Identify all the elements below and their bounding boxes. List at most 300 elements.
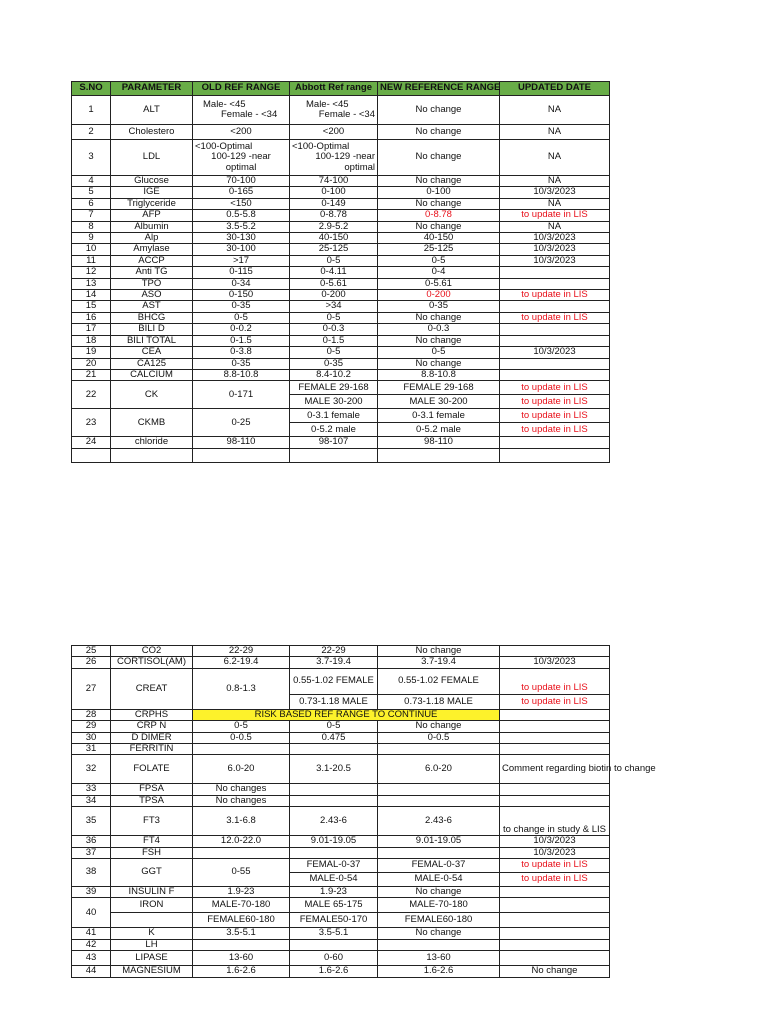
cell-updated-date: to update in LIS xyxy=(500,859,610,873)
table-row xyxy=(72,358,610,369)
cell-abbott-range: 0-200 xyxy=(290,290,378,301)
cell-old-range xyxy=(193,744,290,755)
cell-old-range: 8.8-10.8 xyxy=(193,369,290,380)
cell-parameter: GGT xyxy=(111,859,193,887)
table-row xyxy=(72,255,610,266)
cell-sno: 36 xyxy=(72,836,111,847)
cell-sno: 4 xyxy=(72,176,111,187)
cell-abbott-range: 3.5-5.1 xyxy=(290,928,378,939)
cell-sno: 1 xyxy=(72,96,111,125)
cell-abbott-range: 25-125 xyxy=(290,244,378,255)
cell-updated-date xyxy=(500,744,610,755)
cell-parameter: CRP N xyxy=(111,721,193,732)
cell-abbott-range xyxy=(290,847,378,858)
empty-cell xyxy=(72,448,111,462)
cell-abbott-range: 0-8.78 xyxy=(290,210,378,221)
table-row xyxy=(72,267,610,278)
cell-updated-date: 10/3/2023 xyxy=(500,657,610,668)
cell-new-range: No change xyxy=(378,335,500,346)
table-row xyxy=(72,210,610,221)
cell-parameter: FSH xyxy=(111,847,193,858)
cell-updated-date xyxy=(500,721,610,732)
table-row xyxy=(72,847,610,858)
header-old-ref-range: OLD REF RANGE xyxy=(193,82,290,96)
cell-parameter: IGE xyxy=(111,187,193,198)
cell-abbott-range: 0-5 xyxy=(290,312,378,323)
cell-updated-date: to update in LIS xyxy=(500,381,610,395)
cell-old-range: >17 xyxy=(193,255,290,266)
cell-sno: 39 xyxy=(72,887,111,898)
cell-sno: 32 xyxy=(72,755,111,784)
cell-sno: 25 xyxy=(72,646,111,657)
cell-abbott-range: FEMALE 29-168 xyxy=(290,381,378,395)
cell-abbott-range xyxy=(290,784,378,795)
cell-old-range: 0-25 xyxy=(193,409,290,437)
table-row xyxy=(72,381,610,395)
cell-line: Female - <34 xyxy=(318,109,375,120)
empty-cell xyxy=(500,448,610,462)
cell-parameter: FOLATE xyxy=(111,755,193,784)
cell-old-range: 6.0-20 xyxy=(193,755,290,784)
cell-abbott-range: 0.73-1.18 MALE xyxy=(290,694,378,709)
cell-old-range: 0-1.5 xyxy=(193,335,290,346)
cell-updated-date: NA xyxy=(500,125,610,140)
cell-sno: 8 xyxy=(72,221,111,232)
table-row xyxy=(72,301,610,312)
cell-parameter: CKMB xyxy=(111,409,193,437)
table-row xyxy=(72,657,610,668)
table-row xyxy=(72,335,610,346)
empty-cell xyxy=(111,448,193,462)
reference-range-table-2 xyxy=(71,645,656,978)
cell-sno: 44 xyxy=(72,966,111,977)
cell-old-range: 0-34 xyxy=(193,278,290,289)
cell-updated-date xyxy=(500,267,610,278)
cell-new-range: No change xyxy=(378,96,500,125)
cell-abbott-range: FEMALE50-170 xyxy=(290,913,378,928)
cell-new-range: 0-0.5 xyxy=(378,732,500,743)
cell-parameter: TPSA xyxy=(111,795,193,806)
cell-abbott-range: 0.475 xyxy=(290,732,378,743)
table-row xyxy=(72,807,610,836)
cell-parameter: Glucose xyxy=(111,176,193,187)
cell-abbott-range: >34 xyxy=(290,301,378,312)
table-row xyxy=(72,176,610,187)
cell-abbott-range: 1.6-2.6 xyxy=(290,966,378,977)
cell-old-range xyxy=(193,847,290,858)
cell-sno: 12 xyxy=(72,267,111,278)
cell-sno: 27 xyxy=(72,668,111,709)
cell-old-range: 30-100 xyxy=(193,244,290,255)
cell-sno: 5 xyxy=(72,187,111,198)
cell-new-range: 0-100 xyxy=(378,187,500,198)
cell-parameter: FERRITIN xyxy=(111,744,193,755)
cell-abbott-range: 40-150 xyxy=(290,233,378,244)
cell-abbott-range: MALE 65-175 xyxy=(290,898,378,913)
cell-abbott-range: 0-5.61 xyxy=(290,278,378,289)
cell-updated-date xyxy=(500,784,610,795)
cell-parameter: MAGNESIUM xyxy=(111,966,193,977)
cell-abbott-range xyxy=(290,744,378,755)
cell-parameter: Amylase xyxy=(111,244,193,255)
cell-parameter: K xyxy=(111,928,193,939)
cell-new-range: 40-150 xyxy=(378,233,500,244)
cell-parameter: CK xyxy=(111,381,193,409)
cell-abbott-range: 0-0.3 xyxy=(290,324,378,335)
cell-updated-date: 10/3/2023 xyxy=(500,347,610,358)
cell-updated-date xyxy=(500,913,610,928)
table-row xyxy=(72,795,610,806)
cell-new-range xyxy=(378,939,500,950)
cell-sno: 30 xyxy=(72,732,111,743)
empty-cell xyxy=(378,448,500,462)
cell-sno: 19 xyxy=(72,347,111,358)
table-row xyxy=(72,290,610,301)
cell-abbott-range xyxy=(290,795,378,806)
table-row xyxy=(72,887,610,898)
empty-cell xyxy=(193,448,290,462)
cell-line: optimal xyxy=(225,161,257,173)
cell-new-range: 25-125 xyxy=(378,244,500,255)
cell-old-range: 12.0-22.0 xyxy=(193,836,290,847)
cell-sno: 42 xyxy=(72,939,111,950)
cell-parameter: AFP xyxy=(111,210,193,221)
cell-sno: 33 xyxy=(72,784,111,795)
cell-parameter: D DIMER xyxy=(111,732,193,743)
cell-old-range: 0-35 xyxy=(193,301,290,312)
table-row xyxy=(72,836,610,847)
cell-old-range: 98-110 xyxy=(193,437,290,448)
cell-sno: 2 xyxy=(72,125,111,140)
cell-parameter: ALT xyxy=(111,96,193,125)
cell-abbott-range: <200 xyxy=(290,125,378,140)
empty-cell xyxy=(290,448,378,462)
cell-new-range: 0-5 xyxy=(378,255,500,266)
cell-old-range: 3.5-5.2 xyxy=(193,221,290,232)
cell-old-range: No changes xyxy=(193,795,290,806)
cell-updated-date xyxy=(500,732,610,743)
cell-parameter: CALCIUM xyxy=(111,369,193,380)
cell-parameter: FT4 xyxy=(111,836,193,847)
cell-updated-date: Comment regarding biotin to change xyxy=(500,755,610,784)
cell-abbott-range: 0.55-1.02 FEMALE xyxy=(290,668,378,694)
cell-updated-date xyxy=(500,795,610,806)
cell-updated-date: NA xyxy=(500,198,610,209)
cell-line: <100-Optimal xyxy=(195,140,253,152)
cell-updated-date: 10/3/2023 xyxy=(500,847,610,858)
cell-new-range: 0.55-1.02 FEMALE xyxy=(378,668,500,694)
cell-parameter: Albumin xyxy=(111,221,193,232)
cell-updated-date: 10/3/2023 xyxy=(500,233,610,244)
table-row xyxy=(72,939,610,950)
cell-abbott-range: 2.9-5.2 xyxy=(290,221,378,232)
cell-updated-date xyxy=(500,898,610,913)
cell-old-range xyxy=(193,939,290,950)
cell-parameter: Triglyceride xyxy=(111,198,193,209)
cell-updated-date: NA xyxy=(500,96,610,125)
cell-line: Male- <45 xyxy=(203,98,246,110)
cell-new-range: 0-5.2 male xyxy=(378,423,500,437)
cell-new-range: No change xyxy=(378,358,500,369)
table-row xyxy=(72,347,610,358)
cell-updated-date: NA xyxy=(500,221,610,232)
cell-updated-date xyxy=(500,951,610,966)
cell-new-range: No change xyxy=(378,646,500,657)
cell-abbott-range: 0-60 xyxy=(290,951,378,966)
cell-parameter: Cholestero xyxy=(111,125,193,140)
cell-abbott-range: MALE-0-54 xyxy=(290,873,378,887)
cell-old-range: 13-60 xyxy=(193,951,290,966)
cell-updated-date xyxy=(500,887,610,898)
table-row xyxy=(72,96,610,125)
cell-sno: 35 xyxy=(72,807,111,836)
cell-updated-date: to update in LIS xyxy=(500,668,610,694)
cell-sno: 13 xyxy=(72,278,111,289)
cell-old-range: 6.2-19.4 xyxy=(193,657,290,668)
cell-abbott-range: 0-5 xyxy=(290,347,378,358)
table-row xyxy=(72,951,610,966)
cell-parameter: FPSA xyxy=(111,784,193,795)
table-row xyxy=(72,244,610,255)
cell-old-range: 0-165 xyxy=(193,187,290,198)
cell-abbott-range xyxy=(290,939,378,950)
cell-parameter: CA125 xyxy=(111,358,193,369)
cell-updated-date xyxy=(500,335,610,346)
table-row xyxy=(72,278,610,289)
cell-sno: 38 xyxy=(72,859,111,887)
cell-new-range: 13-60 xyxy=(378,951,500,966)
cell-old-range: 0-0.2 xyxy=(193,324,290,335)
cell-old-range xyxy=(193,140,290,176)
cell-abbott-range: FEMAL-0-37 xyxy=(290,859,378,873)
cell-abbott-range: 0-35 xyxy=(290,358,378,369)
cell-sno: 22 xyxy=(72,381,111,409)
cell-sno: 9 xyxy=(72,233,111,244)
cell-abbott-range: 9.01-19.05 xyxy=(290,836,378,847)
cell-sno: 37 xyxy=(72,847,111,858)
cell-updated-date xyxy=(500,358,610,369)
cell-sno: 31 xyxy=(72,744,111,755)
cell-line: optimal xyxy=(344,161,375,173)
cell-sno: 28 xyxy=(72,709,111,720)
cell-sno: 21 xyxy=(72,369,111,380)
cell-updated-date xyxy=(500,646,610,657)
cell-sno: 41 xyxy=(72,928,111,939)
cell-new-range: No change xyxy=(378,928,500,939)
cell-old-range: 0.8-1.3 xyxy=(193,668,290,709)
cell-updated-date xyxy=(500,709,610,720)
cell-new-range: FEMALE 29-168 xyxy=(378,381,500,395)
cell-new-range: FEMALE60-180 xyxy=(378,913,500,928)
table-row xyxy=(72,187,610,198)
cell-parameter: TPO xyxy=(111,278,193,289)
cell-updated-date: to update in LIS xyxy=(500,395,610,409)
cell-abbott-range: 0-1.5 xyxy=(290,335,378,346)
empty-row xyxy=(72,448,610,462)
cell-new-range: No change xyxy=(378,176,500,187)
cell-old-range: 70-100 xyxy=(193,176,290,187)
cell-new-range: 8.8-10.8 xyxy=(378,369,500,380)
cell-old-range xyxy=(193,96,290,125)
cell-old-range: 3.1-6.8 xyxy=(193,807,290,836)
cell-parameter: Alp xyxy=(111,233,193,244)
cell-sno: 15 xyxy=(72,301,111,312)
cell-parameter: BILI D xyxy=(111,324,193,335)
cell-parameter: ASO xyxy=(111,290,193,301)
cell-abbott-range: 0-4.11 xyxy=(290,267,378,278)
cell-old-range: <150 xyxy=(193,198,290,209)
cell-old-range: 22-29 xyxy=(193,646,290,657)
table-row xyxy=(72,233,610,244)
cell-new-range: No change xyxy=(378,221,500,232)
cell-updated-date xyxy=(500,928,610,939)
cell-sno: 16 xyxy=(72,312,111,323)
cell-parameter: LIPASE xyxy=(111,951,193,966)
cell-new-range xyxy=(378,847,500,858)
cell-abbott-range xyxy=(290,140,378,176)
cell-abbott-range: 74-100 xyxy=(290,176,378,187)
cell-new-range: 0-35 xyxy=(378,301,500,312)
cell-old-range: No changes xyxy=(193,784,290,795)
cell-old-range: 0-55 xyxy=(193,859,290,887)
cell-abbott-range: 0-5.2 male xyxy=(290,423,378,437)
cell-parameter xyxy=(111,913,193,928)
cell-updated-date xyxy=(500,324,610,335)
cell-new-range: 0-8.78 xyxy=(378,210,500,221)
cell-old-range: <200 xyxy=(193,125,290,140)
cell-abbott-range: 1.9-23 xyxy=(290,887,378,898)
cell-abbott-range: 0-149 xyxy=(290,198,378,209)
cell-updated-date: 10/3/2023 xyxy=(500,244,610,255)
cell-updated-date: NA xyxy=(500,176,610,187)
cell-abbott-range: 0-100 xyxy=(290,187,378,198)
table-row xyxy=(72,928,610,939)
cell-sno: 40 xyxy=(72,898,111,928)
cell-updated-date xyxy=(500,278,610,289)
table-row xyxy=(72,312,610,323)
cell-new-range: 9.01-19.05 xyxy=(378,836,500,847)
cell-parameter: CORTISOL(AM) xyxy=(111,657,193,668)
cell-sno: 29 xyxy=(72,721,111,732)
cell-abbott-range: MALE 30-200 xyxy=(290,395,378,409)
cell-updated-date: NA xyxy=(500,140,610,176)
cell-parameter: CEA xyxy=(111,347,193,358)
cell-line: 100-129 -near xyxy=(211,151,271,163)
cell-new-range: MALE-70-180 xyxy=(378,898,500,913)
table-row xyxy=(72,140,610,176)
header-sno: S.NO xyxy=(72,82,111,96)
cell-sno: 11 xyxy=(72,255,111,266)
header-row xyxy=(72,82,610,96)
cell-parameter: Anti TG xyxy=(111,267,193,278)
cell-parameter: CRPHS xyxy=(111,709,193,720)
cell-updated-date: to update in LIS xyxy=(500,290,610,301)
cell-sno: 20 xyxy=(72,358,111,369)
cell-new-range: 98-110 xyxy=(378,437,500,448)
table-row xyxy=(72,369,610,380)
table-row xyxy=(72,437,610,448)
cell-parameter: CREAT xyxy=(111,668,193,709)
cell-line: 100-129 -near xyxy=(315,151,375,163)
cell-sno: 17 xyxy=(72,324,111,335)
cell-old-range: 0-171 xyxy=(193,381,290,409)
cell-updated-date xyxy=(500,437,610,448)
cell-sno: 6 xyxy=(72,198,111,209)
cell-abbott-range xyxy=(290,96,378,125)
cell-sno: 34 xyxy=(72,795,111,806)
reference-range-table-1 xyxy=(71,81,610,463)
header-abbott-ref-range: Abbott Ref range xyxy=(290,82,378,96)
cell-new-range: MALE 30-200 xyxy=(378,395,500,409)
cell-new-range xyxy=(378,744,500,755)
cell-new-range: 0-0.3 xyxy=(378,324,500,335)
cell-new-range: 1.6-2.6 xyxy=(378,966,500,977)
cell-updated-date: 10/3/2023 xyxy=(500,836,610,847)
cell-updated-date xyxy=(500,301,610,312)
cell-parameter: BHCG xyxy=(111,312,193,323)
cell-sno: 24 xyxy=(72,437,111,448)
cell-old-range: 0.5-5.8 xyxy=(193,210,290,221)
table-row xyxy=(72,859,610,873)
cell-line: <100-Optimal xyxy=(292,140,350,152)
cell-sno: 23 xyxy=(72,409,111,437)
cell-new-range: MALE-0-54 xyxy=(378,873,500,887)
cell-old-range: 0-150 xyxy=(193,290,290,301)
cell-abbott-range: 2.43-6 xyxy=(290,807,378,836)
cell-updated-date: to update in LIS xyxy=(500,423,610,437)
cell-abbott-range: 8.4-10.2 xyxy=(290,369,378,380)
table-row xyxy=(72,668,610,694)
cell-sno: 10 xyxy=(72,244,111,255)
cell-new-range: 0-3.1 female xyxy=(378,409,500,423)
cell-updated-date: to update in LIS xyxy=(500,210,610,221)
risk-based-note: RISK BASED REF RANGE TO CONTINUE xyxy=(193,709,500,720)
cell-old-range: 1.6-2.6 xyxy=(193,966,290,977)
cell-sno: 14 xyxy=(72,290,111,301)
header-new-reference-range: NEW REFERENCE RANGE xyxy=(378,82,500,96)
table-row xyxy=(72,755,610,784)
cell-old-range: 3.5-5.1 xyxy=(193,928,290,939)
cell-line: Male- <45 xyxy=(306,98,349,110)
cell-updated-date: to change in study & LIS xyxy=(500,807,610,836)
cell-new-range: No change xyxy=(378,721,500,732)
table-row xyxy=(72,913,610,928)
cell-parameter: LH xyxy=(111,939,193,950)
cell-new-range: No change xyxy=(378,312,500,323)
cell-sno: 18 xyxy=(72,335,111,346)
cell-old-range: 1.9-23 xyxy=(193,887,290,898)
cell-new-range xyxy=(378,784,500,795)
cell-new-range: 0.73-1.18 MALE xyxy=(378,694,500,709)
cell-parameter: ACCP xyxy=(111,255,193,266)
cell-new-range: 3.7-19.4 xyxy=(378,657,500,668)
cell-parameter: IRON xyxy=(111,898,193,913)
cell-updated-date xyxy=(500,939,610,950)
cell-abbott-range: 98-107 xyxy=(290,437,378,448)
cell-parameter: CO2 xyxy=(111,646,193,657)
table-row xyxy=(72,709,610,720)
cell-old-range: 0-3.8 xyxy=(193,347,290,358)
cell-new-range: No change xyxy=(378,140,500,176)
cell-old-range: 0-0.5 xyxy=(193,732,290,743)
cell-updated-date: to update in LIS xyxy=(500,312,610,323)
table-row xyxy=(72,221,610,232)
cell-new-range: No change xyxy=(378,887,500,898)
cell-new-range: FEMAL-0-37 xyxy=(378,859,500,873)
cell-abbott-range: 0-5 xyxy=(290,255,378,266)
cell-parameter: INSULIN F xyxy=(111,887,193,898)
cell-old-range: 0-35 xyxy=(193,358,290,369)
